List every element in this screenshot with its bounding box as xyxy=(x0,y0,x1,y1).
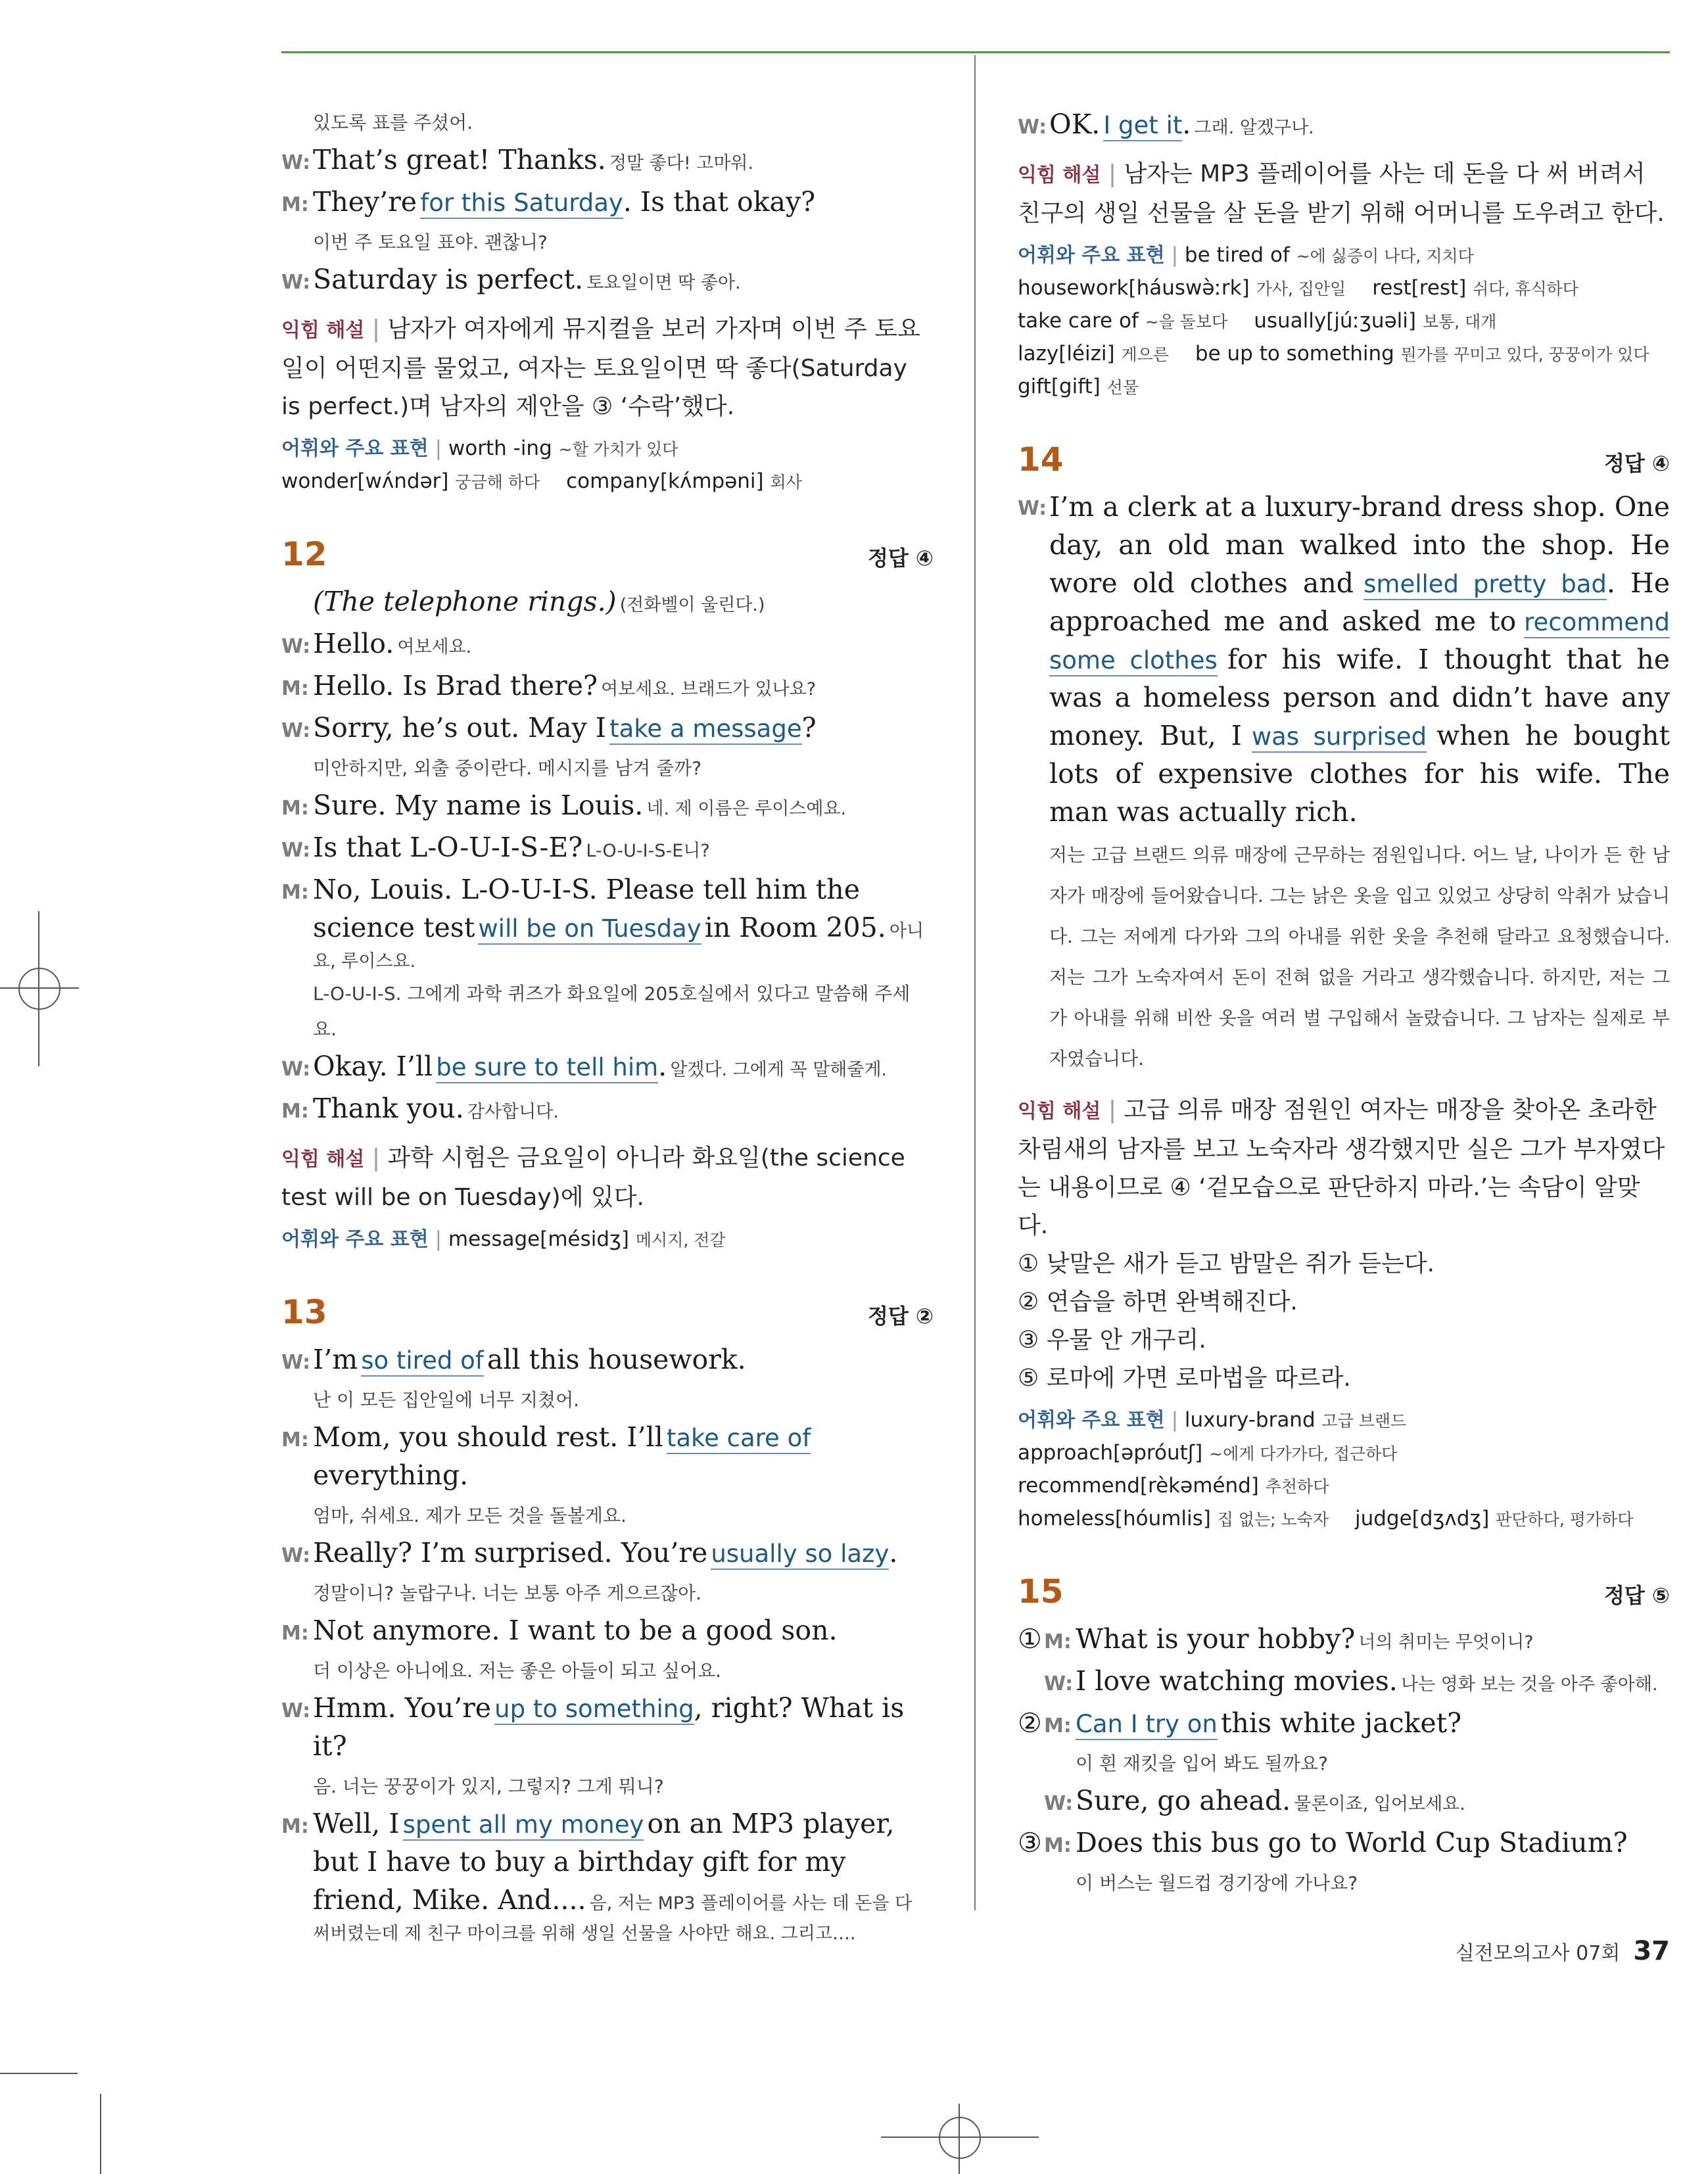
dialogue-line xyxy=(281,786,934,824)
dialogue-line xyxy=(1018,1782,1670,1820)
english-text: Hmm. You’re xyxy=(313,1692,492,1724)
explanation-text: 고급 의류 매장 점원인 여자는 매장을 찾아온 초라한 차림새의 남자를 보고 노숙자라 생각했지만 실은 그가 부자였다는 내용이므로 ④ ‘겉모습으로 판단하지 마라.’는 속담이 알맞다. xyxy=(1018,1097,1665,1239)
translation: 정말 좋다! 고마워. xyxy=(609,153,754,174)
translation: 아니요, 루이스요. xyxy=(313,921,924,972)
vocab-term: judge[dʒʌdʒ] xyxy=(1354,1507,1490,1530)
vocab-term: be up to something xyxy=(1195,342,1394,366)
english-text: all this housework. xyxy=(486,1344,746,1375)
dialogue-line xyxy=(281,625,934,663)
english-text: , right? What is it? xyxy=(313,1692,905,1762)
highlight-phrase: be sure to tell him xyxy=(436,1053,658,1083)
vocab-meaning: ~을 돌보다 xyxy=(1145,312,1228,331)
question-header xyxy=(1018,1572,1670,1611)
highlight-phrase: usually so lazy xyxy=(711,1540,889,1570)
explanation-label: 익힘 해설 xyxy=(281,1148,365,1171)
dialogue-line xyxy=(281,870,934,972)
explanation-text: 과학 시험은 금요일이 아니라 화요일(the science test will be on Tuesday)에 있다. xyxy=(281,1145,905,1211)
answer-label: 정답 ⑤ xyxy=(1603,1583,1670,1608)
english-text: Is that L-O-U-I-S-E? xyxy=(313,832,583,863)
english-text: Mom, you should rest. I’ll xyxy=(313,1421,663,1453)
option-number: ① xyxy=(1018,1623,1042,1655)
english-text: . xyxy=(658,1051,667,1082)
vocabulary: 어휘와 주요 표현 | worth -ing ~할 가치가 있다 wonder[wʌ́ndər] 궁금해 하다 company[kʌ́mpəni] 회사 xyxy=(281,437,802,493)
registration-circle xyxy=(939,2117,981,2159)
left-column xyxy=(281,105,934,1949)
column-divider xyxy=(974,55,976,1910)
top-rule xyxy=(281,51,1670,53)
vocab-term: wonder[wʌ́ndər] xyxy=(281,469,449,493)
vocab-label: 어휘와 주요 표현 xyxy=(281,1228,429,1251)
crop-mark xyxy=(0,2073,78,2074)
english-text: Really? I’m surprised. You’re xyxy=(313,1537,708,1569)
vocab-meaning: 메시지, 전갈 xyxy=(635,1231,726,1250)
speaker: W: xyxy=(1018,497,1047,520)
translation: 알겠다. 그에게 꼭 말해줄게. xyxy=(670,1060,888,1080)
dialogue-line xyxy=(281,1689,934,1765)
speaker: M: xyxy=(281,797,309,820)
dialogue-line xyxy=(281,709,934,747)
english-text: Thank you. xyxy=(313,1093,464,1124)
translation: 난 이 모든 집안일에 너무 지쳤어. xyxy=(313,1389,580,1411)
translation: 물론이죠, 입어보세요. xyxy=(1294,1794,1465,1814)
dialogue-line xyxy=(281,1534,934,1572)
dialogue-line xyxy=(1018,1662,1670,1700)
english-text: . He approached me and asked me to xyxy=(1049,567,1670,637)
english-text: Sure. My name is Louis. xyxy=(313,790,644,821)
explanation-label: 익힘 해설 xyxy=(1018,164,1101,187)
option-item: ③ 우물 안 개구리. xyxy=(1018,1327,1206,1354)
translation: 이번 주 토요일 표야. 괜찮니? xyxy=(313,231,548,253)
english-text: I’m a clerk at a luxury-brand dress shop. One day, an old man walked into the shop. He wore old clothes and xyxy=(1049,491,1670,599)
question-number: 14 xyxy=(1018,440,1064,479)
question-header xyxy=(281,1293,934,1331)
english-text: . xyxy=(1182,108,1191,140)
speaker: M: xyxy=(281,1429,309,1452)
vocab-label: 어휘와 주요 표현 xyxy=(281,437,429,460)
crop-mark xyxy=(100,2094,101,2174)
english-text: OK. xyxy=(1049,108,1101,140)
english-text: They’re xyxy=(313,186,417,218)
translation: 저는 고급 브랜드 의류 매장에 근무하는 점원입니다. 어느 날, 나이가 든 한 남자가 매장에 들어왔습니다. 그는 낡은 옷을 입고 있었고 상당히 악취가 났습니다. 그는 저에게 다가와 그의 아내를 위한 옷을 추천해 달라고 요청했습니다. 저는 그가 노숙자여서 돈이 전혀 없을 거라고 생각했습니다. 하지만, 저는 그가 아내를 위해 비싼 옷을 여러 벌 구입해서 놀랐습니다. 그 남자는 실제로 부자였습니다. xyxy=(1049,844,1670,1070)
translation: 음. 너는 꿍꿍이가 있지, 그렇지? 그게 뭐니? xyxy=(313,1776,664,1797)
translation: 미안하지만, 외출 중이란다. 메시지를 남겨 줄까? xyxy=(313,757,702,779)
english-text: in Room 205. xyxy=(704,912,886,943)
translation: 있도록 표를 주셨어. xyxy=(313,112,473,133)
speaker: W: xyxy=(281,1058,311,1081)
dialogue-line xyxy=(281,1047,934,1085)
english-text: for his wife. I thought that he was a homeless person and didn’t have any money. But, I xyxy=(1049,644,1670,751)
speaker: W: xyxy=(281,1699,311,1722)
translation: 토요일이면 딱 좋아. xyxy=(586,273,741,293)
english-text: Sure, go ahead. xyxy=(1076,1785,1291,1816)
highlight-phrase: for this Saturday xyxy=(420,189,623,219)
english-text: when he bought lots of expensive clothes for his wife. The man was actually rich. xyxy=(1049,720,1670,828)
highlight-phrase: take care of xyxy=(667,1424,811,1454)
option-item: ② 연습을 하면 완벽해진다. xyxy=(1018,1288,1298,1315)
speaker: W: xyxy=(281,719,311,742)
speaker: M: xyxy=(281,1815,309,1838)
english-text: . Is that okay? xyxy=(623,186,816,218)
highlight-phrase: take a message xyxy=(609,715,802,745)
vocab-term: luxury-brand xyxy=(1184,1408,1316,1432)
english-text: everything. xyxy=(313,1459,469,1491)
option-item: ① 낮말은 새가 듣고 밤말은 쥐가 듣는다. xyxy=(1018,1250,1435,1277)
vocab-term: take care of xyxy=(1018,309,1139,333)
translation: 정말이니? 놀랍구나. 너는 보통 아주 게으르잖아. xyxy=(313,1582,702,1604)
translation: 감사합니다. xyxy=(467,1102,559,1122)
vocab-meaning: ~에 싫증이 나다, 지치다 xyxy=(1296,247,1474,266)
translation: 음, 저는 MP3 플레이어를 사는 데 돈을 다 써버렸는데 제 친구 마이크를 위해 생일 선물을 사야만 해요. 그리고…. xyxy=(313,1893,913,1944)
speaker: M: xyxy=(1044,1630,1072,1653)
english-text: . xyxy=(889,1537,898,1569)
english-text: I’m xyxy=(313,1344,358,1375)
stage-direction xyxy=(281,582,934,621)
question-header xyxy=(1018,440,1670,479)
explanation-text: 남자는 MP3 플레이어를 사는 데 돈을 다 써 버려서 친구의 생일 선물을 살 돈을 받기 위해 어머니를 도우려고 한다. xyxy=(1018,160,1665,227)
vocab-meaning: 보통, 대개 xyxy=(1422,312,1497,331)
english-text: Not anymore. I want to be a good son. xyxy=(313,1615,838,1646)
english-text: Well, I xyxy=(313,1808,400,1839)
question-header xyxy=(281,535,934,573)
vocabulary: 어휘와 주요 표현 | luxury-brand 고급 브랜드 approach[əpróutʃ] ~에게 다가가다, 접근하다 recommend[rèkəménd] 추천하다 homeless[hóumlis] 집 없는; 노숙자 judge[dʒʌdʒ] 판단하다, 평가하다 xyxy=(1018,1408,1634,1530)
vocab-term: housework[háuswə̀ːrk] xyxy=(1018,276,1250,300)
vocabulary: 어휘와 주요 표현 | be tired of ~에 싫증이 나다, 지치다 housework[háuswə̀ːrk] 가사, 집안일 rest[rest] 쉬다, 휴식하다 take care of ~을 돌보다 usually[júːʒuəli] 보통, 대개 lazy[léizi] 게으른 be up to something 뭔가를 꾸미고 있다, 꿍꿍이가 있다 gift[gift] 선물 xyxy=(1018,243,1649,398)
vocab-term: gift[gift] xyxy=(1018,375,1101,398)
vocab-meaning: 선물 xyxy=(1106,378,1139,397)
explanation-label: 익힘 해설 xyxy=(1018,1100,1101,1123)
speaker: W: xyxy=(281,839,311,862)
highlight-phrase: will be on Tuesday xyxy=(478,914,701,945)
vocab-term: message[mésidʒ] xyxy=(448,1227,630,1251)
translation: 이 흰 재킷을 입어 봐도 될까요? xyxy=(1076,1753,1328,1774)
translation: 나는 영화 보는 것을 아주 좋아해. xyxy=(1400,1674,1658,1695)
dialogue-line xyxy=(281,1611,934,1649)
explanation: 익힘 해설 | 남자는 MP3 플레이어를 사는 데 돈을 다 써 버려서 친구의 생일 선물을 살 돈을 받기 위해 어머니를 도우려고 한다. xyxy=(1018,160,1665,227)
explanation-label: 익힘 해설 xyxy=(281,319,365,342)
speaker: W: xyxy=(281,151,311,174)
vocab-term: recommend[rèkəménd] xyxy=(1018,1474,1259,1498)
translation: 엄마, 쉬세요. 제가 모든 것을 돌볼게요. xyxy=(313,1505,627,1526)
vocab-term: lazy[léizi] xyxy=(1018,342,1115,366)
translation: 네. 제 이름은 루이스예요. xyxy=(646,799,847,819)
answer-label: 정답 ② xyxy=(867,1304,934,1329)
dialogue-line xyxy=(1018,1620,1670,1658)
speaker: W: xyxy=(281,271,311,294)
translation: 그래. 알겠구나. xyxy=(1194,118,1314,138)
question-number: 12 xyxy=(281,535,327,573)
monologue xyxy=(1018,488,1670,1079)
vocab-meaning: ~할 가치가 있다 xyxy=(558,440,678,459)
translation: (전화벨이 울린다.) xyxy=(619,595,765,615)
vocab-meaning: 가사, 집안일 xyxy=(1256,279,1346,298)
dialogue-line xyxy=(281,667,934,705)
highlight-phrase: was surprised xyxy=(1252,722,1427,753)
highlight-phrase: recommend some clothes xyxy=(1049,608,1670,676)
translation: 여보세요. 브래드가 있나요? xyxy=(601,679,817,699)
vocab-meaning: 고급 브랜드 xyxy=(1321,1411,1407,1430)
english-text: Does this bus go to World Cup Stadium? xyxy=(1076,1827,1628,1858)
english-text: Hello. xyxy=(313,628,394,659)
highlight-phrase: so tired of xyxy=(361,1346,484,1377)
vocab-term: rest[rest] xyxy=(1372,276,1467,300)
right-column xyxy=(1018,105,1670,1901)
vocab-meaning: 뭔가를 꾸미고 있다, 꿍꿍이가 있다 xyxy=(1400,345,1649,364)
vocab-meaning: 쉬다, 휴식하다 xyxy=(1473,279,1578,298)
english-text: ? xyxy=(801,712,817,744)
english-text: this white jacket? xyxy=(1220,1707,1462,1739)
dialogue-line xyxy=(281,828,934,866)
vocab-term: homeless[hóumlis] xyxy=(1018,1507,1211,1530)
english-text: on an MP3 player, but I have to buy a birthday gift for my friend, Mike. And.... xyxy=(313,1808,895,1916)
vocabulary: 어휘와 주요 표현 | message[mésidʒ] 메시지, 전갈 xyxy=(281,1227,726,1251)
dialogue-line xyxy=(281,141,934,179)
vocab-meaning: ~에게 다가가다, 접근하다 xyxy=(1209,1444,1398,1463)
dialogue-line xyxy=(281,1805,934,1945)
page-footer xyxy=(1456,1936,1670,1966)
vocab-meaning: 회사 xyxy=(770,473,802,492)
explanation-text: 남자가 여자에게 뮤지컬을 보러 가자며 이번 주 토요일이 어떤지를 물었고, 여자는 토요일이면 딱 좋다(Saturday is perfect.)며 남자의 제안을 ③ ‘수락’했다. xyxy=(281,316,920,420)
english-text: Sorry, he’s out. May I xyxy=(313,712,606,744)
option-item: ⑤ 로마에 가면 로마법을 따르라. xyxy=(1018,1365,1351,1392)
explanation: 익힘 해설 | 과학 시험은 금요일이 아니라 화요일(the science test will be on Tuesday)에 있다. xyxy=(281,1145,905,1211)
speaker: M: xyxy=(1044,1714,1072,1737)
dialogue-line xyxy=(1018,1824,1670,1862)
explanation: 익힘 해설 | 고급 의류 매장 점원인 여자는 매장을 찾아온 초라한 차림새의 남자를 보고 노숙자라 생각했지만 실은 그가 부자였다는 내용이므로 ④ ‘겉모습으로 판단하지 마라.’는 속담이 알맞다. xyxy=(1018,1097,1665,1239)
vocab-term: be tired of xyxy=(1184,243,1290,267)
speaker: W: xyxy=(1044,1792,1074,1815)
vocab-term: worth -ing xyxy=(448,437,552,460)
vocab-label: 어휘와 주요 표현 xyxy=(1018,1409,1165,1432)
vocab-meaning: 추천하다 xyxy=(1265,1477,1329,1496)
vocab-label: 어휘와 주요 표현 xyxy=(1018,244,1165,267)
option-number: ② xyxy=(1018,1707,1042,1739)
highlight-phrase: up to something xyxy=(494,1695,694,1725)
option-number: ③ xyxy=(1018,1827,1042,1858)
speaker: W: xyxy=(281,635,311,658)
english-text: Saturday is perfect. xyxy=(313,264,584,295)
dialogue-line xyxy=(281,1340,934,1379)
dialogue-line xyxy=(281,1418,934,1494)
explanation: 익힘 해설 | 남자가 여자에게 뮤지컬을 보러 가자며 이번 주 토요일이 어떤지를 물었고, 여자는 토요일이면 딱 좋다(Saturday is perfect.)며 남자의 제안을 ③ ‘수락’했다. xyxy=(281,316,920,420)
speaker: M: xyxy=(281,881,309,904)
english-text: (The telephone rings.) xyxy=(313,586,617,617)
vocab-term: usually[júːʒuəli] xyxy=(1254,309,1416,333)
english-text: No, Louis. L-O-U-I-S. Please tell him the science test xyxy=(313,874,860,943)
translation: 더 이상은 아니에요. 저는 좋은 아들이 되고 싶어요. xyxy=(313,1660,722,1682)
vocab-meaning: 판단하다, 평가하다 xyxy=(1496,1510,1634,1529)
highlight-phrase: spent all my money xyxy=(403,1810,644,1841)
translation: 여보세요. xyxy=(397,637,472,657)
page-number: 37 xyxy=(1633,1936,1670,1966)
highlight-phrase: smelled pretty bad xyxy=(1364,570,1607,600)
speaker: W: xyxy=(281,1544,311,1567)
speaker: W: xyxy=(1018,116,1047,139)
dialogue-line xyxy=(281,183,934,221)
translation: L-O-U-I-S. 그에게 과학 퀴즈가 화요일에 205호실에서 있다고 말씀해 주세요. xyxy=(313,983,911,1040)
highlight-phrase: Can I try on xyxy=(1076,1710,1218,1740)
question-number: 13 xyxy=(281,1293,327,1331)
vocab-term: company[kʌ́mpəni] xyxy=(566,469,764,493)
speaker: M: xyxy=(281,1100,309,1123)
answer-label: 정답 ④ xyxy=(867,546,934,571)
vocab-meaning: 궁금해 하다 xyxy=(455,473,540,492)
english-text: What is your hobby? xyxy=(1076,1623,1356,1655)
question-number: 15 xyxy=(1018,1572,1064,1611)
vocab-term: approach[əpróutʃ] xyxy=(1018,1441,1203,1465)
dialogue-line xyxy=(1018,105,1670,143)
dialogue-line xyxy=(281,260,934,298)
speaker: W: xyxy=(281,1351,311,1374)
english-text: Okay. I’ll xyxy=(313,1051,433,1082)
registration-circle xyxy=(18,968,60,1010)
english-text: Hello. Is Brad there? xyxy=(313,670,598,701)
dialogue-line xyxy=(281,1089,934,1127)
speaker: M: xyxy=(281,193,309,216)
translation: 너의 취미는 무엇이니? xyxy=(1358,1632,1534,1653)
speaker: M: xyxy=(281,1622,309,1645)
footer-title: 실전모의고사 07회 xyxy=(1455,1942,1621,1965)
highlight-phrase: I get it xyxy=(1103,111,1182,141)
translation: 이 버스는 월드컵 경기장에 가나요? xyxy=(1076,1872,1358,1894)
dialogue-line xyxy=(1018,1704,1670,1742)
english-text: That’s great! Thanks. xyxy=(313,144,606,176)
speaker: M: xyxy=(281,677,309,700)
english-text: I love watching movies. xyxy=(1076,1665,1398,1697)
speaker: W: xyxy=(1044,1672,1074,1695)
speaker: M: xyxy=(1044,1834,1072,1857)
translation: L-O-U-I-S-E니? xyxy=(586,841,710,861)
vocab-meaning: 집 없는; 노숙자 xyxy=(1217,1510,1329,1529)
option-list xyxy=(1018,1245,1670,1398)
answer-label: 정답 ④ xyxy=(1603,451,1670,476)
vocab-meaning: 게으른 xyxy=(1121,345,1169,364)
